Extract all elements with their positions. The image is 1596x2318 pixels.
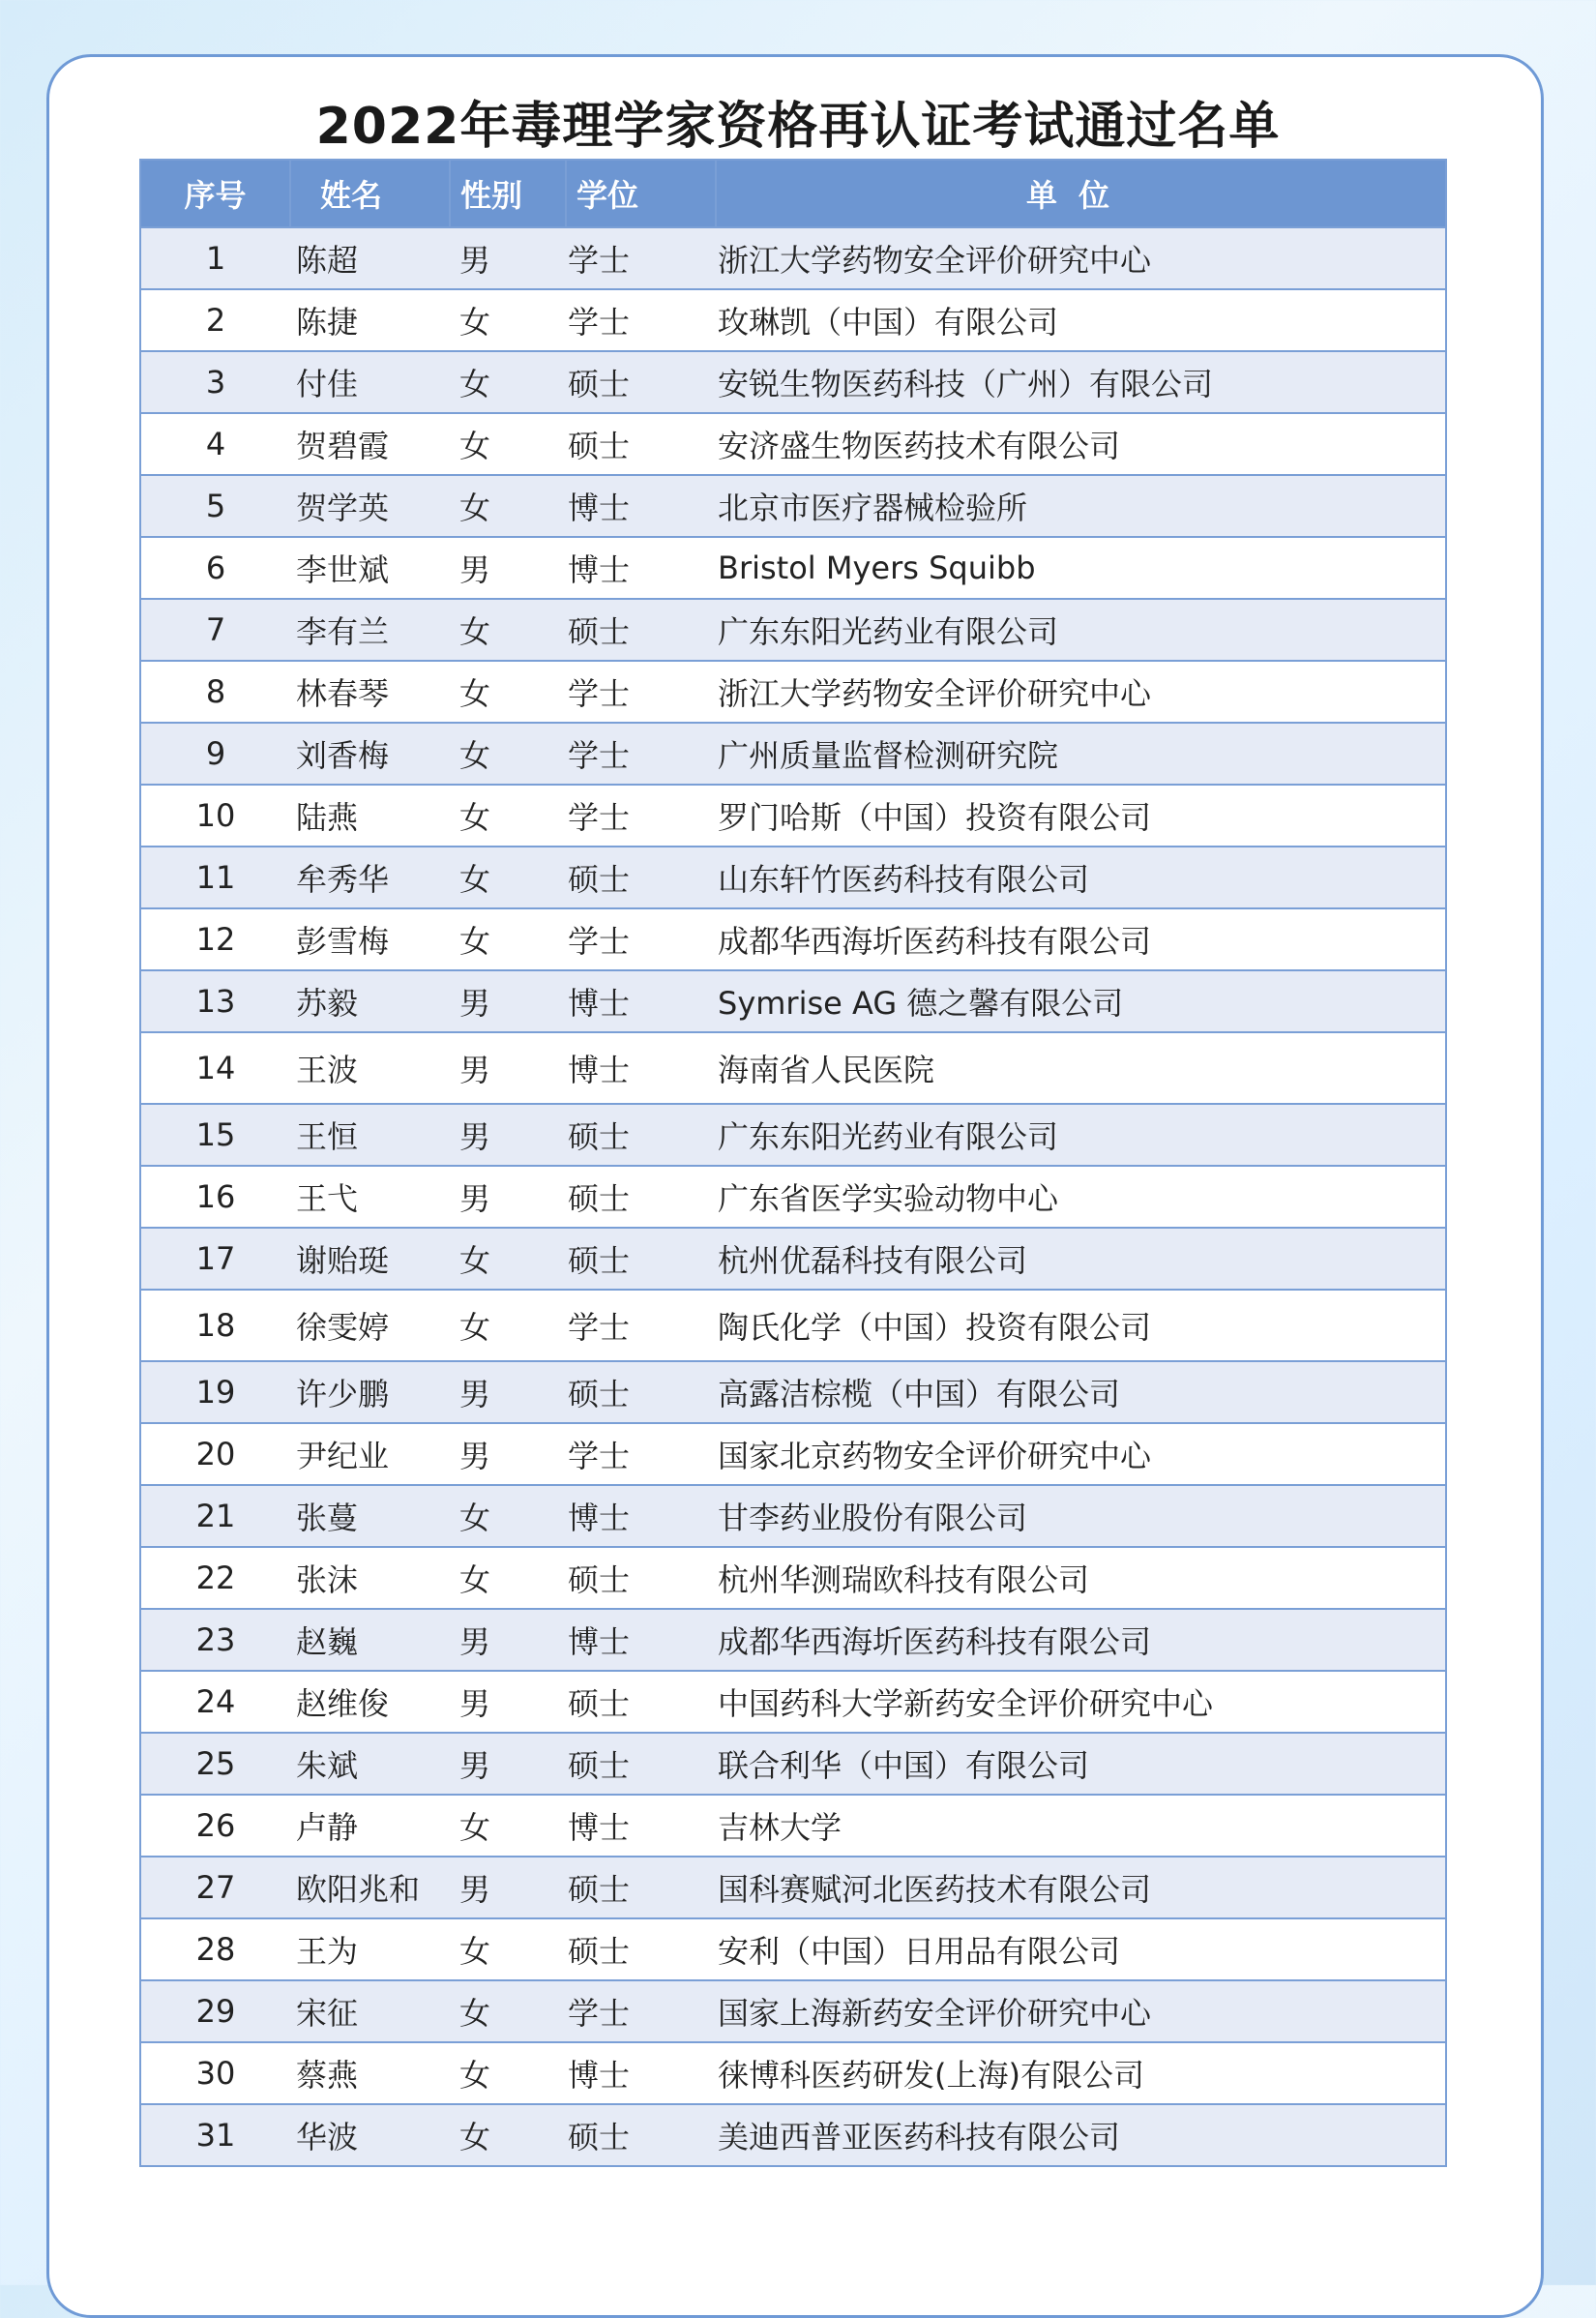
cell-gender: 男 xyxy=(450,1104,566,1166)
table-row xyxy=(140,1547,1446,1609)
cell-name: 谢贻珽 xyxy=(290,1228,450,1290)
cell-no: 23 xyxy=(140,1609,290,1671)
cell-degree: 学士 xyxy=(566,661,716,723)
cell-gender: 女 xyxy=(450,599,566,661)
cell-degree: 硕士 xyxy=(566,1547,716,1609)
cell-no: 9 xyxy=(140,723,290,785)
cell-gender: 男 xyxy=(450,970,566,1032)
cell-unit: 广东东阳光药业有限公司 xyxy=(716,1104,1446,1166)
cell-gender: 男 xyxy=(450,1671,566,1733)
table-row xyxy=(140,289,1446,351)
cell-no: 17 xyxy=(140,1228,290,1290)
cell-unit: Bristol Myers Squibb xyxy=(716,537,1446,599)
cell-name: 苏毅 xyxy=(290,970,450,1032)
cell-unit: 安利（中国）日用品有限公司 xyxy=(716,1918,1446,1980)
cell-unit: 山东轩竹医药科技有限公司 xyxy=(716,847,1446,908)
cell-name: 付佳 xyxy=(290,351,450,413)
cell-gender: 女 xyxy=(450,1918,566,1980)
cell-name: 陈捷 xyxy=(290,289,450,351)
table-row xyxy=(140,227,1446,289)
table-row xyxy=(140,1918,1446,1980)
cell-name: 赵维俊 xyxy=(290,1671,450,1733)
cell-degree: 博士 xyxy=(566,1032,716,1104)
cell-degree: 博士 xyxy=(566,1609,716,1671)
cell-no: 18 xyxy=(140,1290,290,1361)
cell-unit: 成都华西海圻医药科技有限公司 xyxy=(716,908,1446,970)
cell-no: 24 xyxy=(140,1671,290,1733)
cell-name: 欧阳兆和 xyxy=(290,1857,450,1918)
cell-name: 卢静 xyxy=(290,1795,450,1857)
cell-gender: 男 xyxy=(450,1032,566,1104)
cell-degree: 硕士 xyxy=(566,1361,716,1423)
table-row xyxy=(140,2104,1446,2166)
table-row xyxy=(140,661,1446,723)
document-title: 2022年毒理学家资格再认证考试通过名单 xyxy=(315,98,1281,156)
cell-name: 徐雯婷 xyxy=(290,1290,450,1361)
table-row xyxy=(140,723,1446,785)
cell-unit: 罗门哈斯（中国）投资有限公司 xyxy=(716,785,1446,847)
cell-degree: 硕士 xyxy=(566,2104,716,2166)
cell-name: 陆燕 xyxy=(290,785,450,847)
cell-unit: 北京市医疗器械检验所 xyxy=(716,475,1446,537)
cell-gender: 女 xyxy=(450,785,566,847)
cell-no: 14 xyxy=(140,1032,290,1104)
cell-gender: 男 xyxy=(450,1609,566,1671)
pass-list-table xyxy=(139,159,1447,2167)
cell-degree: 博士 xyxy=(566,970,716,1032)
table-row xyxy=(140,1166,1446,1228)
cell-gender: 女 xyxy=(450,661,566,723)
cell-gender: 男 xyxy=(450,1733,566,1795)
table-row xyxy=(140,1733,1446,1795)
cell-unit: 陶氏化学（中国）投资有限公司 xyxy=(716,1290,1446,1361)
table-row xyxy=(140,537,1446,599)
cell-gender: 女 xyxy=(450,289,566,351)
cell-degree: 学士 xyxy=(566,1980,716,2042)
cell-name: 王恒 xyxy=(290,1104,450,1166)
cell-gender: 男 xyxy=(450,537,566,599)
cell-unit: 玫琳凯（中国）有限公司 xyxy=(716,289,1446,351)
cell-gender: 女 xyxy=(450,1485,566,1547)
cell-no: 19 xyxy=(140,1361,290,1423)
cell-name: 王波 xyxy=(290,1032,450,1104)
table-row xyxy=(140,413,1446,475)
cell-no: 3 xyxy=(140,351,290,413)
cell-name: 王为 xyxy=(290,1918,450,1980)
table-row xyxy=(140,2042,1446,2104)
cell-no: 26 xyxy=(140,1795,290,1857)
cell-no: 27 xyxy=(140,1857,290,1918)
cell-unit: 国家上海新药安全评价研究中心 xyxy=(716,1980,1446,2042)
cell-name: 牟秀华 xyxy=(290,847,450,908)
cell-unit: 吉林大学 xyxy=(716,1795,1446,1857)
cell-name: 宋征 xyxy=(290,1980,450,2042)
table-row xyxy=(140,1980,1446,2042)
cell-no: 25 xyxy=(140,1733,290,1795)
cell-gender: 女 xyxy=(450,2104,566,2166)
cell-name: 王弋 xyxy=(290,1166,450,1228)
cell-unit: 中国药科大学新药安全评价研究中心 xyxy=(716,1671,1446,1733)
cell-unit: 浙江大学药物安全评价研究中心 xyxy=(716,661,1446,723)
cell-unit: 浙江大学药物安全评价研究中心 xyxy=(716,227,1446,289)
table-row xyxy=(140,475,1446,537)
cell-degree: 学士 xyxy=(566,289,716,351)
cell-degree: 博士 xyxy=(566,537,716,599)
cell-degree: 博士 xyxy=(566,1485,716,1547)
cell-no: 11 xyxy=(140,847,290,908)
table-row xyxy=(140,1671,1446,1733)
cell-name: 张蔓 xyxy=(290,1485,450,1547)
cell-unit: 广州质量监督检测研究院 xyxy=(716,723,1446,785)
cell-name: 彭雪梅 xyxy=(290,908,450,970)
table-row xyxy=(140,1290,1446,1361)
cell-name: 李有兰 xyxy=(290,599,450,661)
cell-degree: 硕士 xyxy=(566,351,716,413)
cell-gender: 女 xyxy=(450,1547,566,1609)
cell-gender: 女 xyxy=(450,723,566,785)
cell-gender: 女 xyxy=(450,1290,566,1361)
cell-unit: 国家北京药物安全评价研究中心 xyxy=(716,1423,1446,1485)
cell-gender: 男 xyxy=(450,1361,566,1423)
cell-gender: 女 xyxy=(450,1980,566,2042)
cell-name: 刘香梅 xyxy=(290,723,450,785)
cell-unit: 杭州优磊科技有限公司 xyxy=(716,1228,1446,1290)
cell-unit: 联合利华（中国）有限公司 xyxy=(716,1733,1446,1795)
cell-no: 8 xyxy=(140,661,290,723)
cell-name: 尹纪业 xyxy=(290,1423,450,1485)
header-degree: 学位 xyxy=(566,160,716,227)
cell-degree: 学士 xyxy=(566,227,716,289)
table-row xyxy=(140,1857,1446,1918)
cell-degree: 博士 xyxy=(566,2042,716,2104)
cell-gender: 女 xyxy=(450,351,566,413)
cell-no: 2 xyxy=(140,289,290,351)
cell-unit: 国科赛赋河北医药技术有限公司 xyxy=(716,1857,1446,1918)
table-row xyxy=(140,1423,1446,1485)
cell-degree: 学士 xyxy=(566,785,716,847)
cell-no: 6 xyxy=(140,537,290,599)
cell-gender: 男 xyxy=(450,227,566,289)
cell-degree: 博士 xyxy=(566,1795,716,1857)
cell-no: 1 xyxy=(140,227,290,289)
cell-gender: 女 xyxy=(450,1228,566,1290)
cell-gender: 男 xyxy=(450,1423,566,1485)
cell-degree: 学士 xyxy=(566,723,716,785)
table-row xyxy=(140,785,1446,847)
cell-degree: 学士 xyxy=(566,1423,716,1485)
cell-degree: 学士 xyxy=(566,1290,716,1361)
header-no: 序号 xyxy=(140,160,290,227)
cell-gender: 男 xyxy=(450,1166,566,1228)
cell-no: 29 xyxy=(140,1980,290,2042)
table-row xyxy=(140,1795,1446,1857)
cell-name: 林春琴 xyxy=(290,661,450,723)
table-header-row xyxy=(140,160,1446,227)
cell-name: 许少鹏 xyxy=(290,1361,450,1423)
cell-no: 16 xyxy=(140,1166,290,1228)
cell-no: 7 xyxy=(140,599,290,661)
cell-no: 10 xyxy=(140,785,290,847)
cell-unit: 安济盛生物医药技术有限公司 xyxy=(716,413,1446,475)
cell-degree: 硕士 xyxy=(566,1228,716,1290)
table-row xyxy=(140,599,1446,661)
cell-no: 30 xyxy=(140,2042,290,2104)
cell-degree: 硕士 xyxy=(566,1166,716,1228)
table-row xyxy=(140,908,1446,970)
cell-name: 陈超 xyxy=(290,227,450,289)
cell-degree: 硕士 xyxy=(566,413,716,475)
cell-degree: 硕士 xyxy=(566,1857,716,1918)
table-row xyxy=(140,1104,1446,1166)
table-row xyxy=(140,847,1446,908)
cell-unit: 美迪西普亚医药科技有限公司 xyxy=(716,2104,1446,2166)
cell-gender: 女 xyxy=(450,475,566,537)
cell-no: 15 xyxy=(140,1104,290,1166)
cell-degree: 博士 xyxy=(566,475,716,537)
cell-unit: 杭州华测瑞欧科技有限公司 xyxy=(716,1547,1446,1609)
cell-no: 13 xyxy=(140,970,290,1032)
cell-name: 张沫 xyxy=(290,1547,450,1609)
cell-no: 21 xyxy=(140,1485,290,1547)
cell-gender: 女 xyxy=(450,2042,566,2104)
cell-degree: 学士 xyxy=(566,908,716,970)
cell-degree: 硕士 xyxy=(566,1671,716,1733)
cell-no: 20 xyxy=(140,1423,290,1485)
cell-name: 贺碧霞 xyxy=(290,413,450,475)
cell-degree: 硕士 xyxy=(566,1733,716,1795)
cell-gender: 男 xyxy=(450,1857,566,1918)
cell-unit: 高露洁棕榄（中国）有限公司 xyxy=(716,1361,1446,1423)
cell-gender: 女 xyxy=(450,1795,566,1857)
table-row xyxy=(140,1485,1446,1547)
cell-unit: 海南省人民医院 xyxy=(716,1032,1446,1104)
cell-no: 4 xyxy=(140,413,290,475)
cell-degree: 硕士 xyxy=(566,847,716,908)
header-name: 姓名 xyxy=(290,160,450,227)
cell-degree: 硕士 xyxy=(566,599,716,661)
cell-degree: 硕士 xyxy=(566,1104,716,1166)
table-row xyxy=(140,970,1446,1032)
cell-unit: 甘李药业股份有限公司 xyxy=(716,1485,1446,1547)
cell-name: 李世斌 xyxy=(290,537,450,599)
cell-name: 赵巍 xyxy=(290,1609,450,1671)
cell-no: 31 xyxy=(140,2104,290,2166)
cell-no: 5 xyxy=(140,475,290,537)
cell-unit: 广东东阳光药业有限公司 xyxy=(716,599,1446,661)
table-row xyxy=(140,1032,1446,1104)
cell-unit: 广东省医学实验动物中心 xyxy=(716,1166,1446,1228)
cell-no: 28 xyxy=(140,1918,290,1980)
cell-unit: 安锐生物医药科技（广州）有限公司 xyxy=(716,351,1446,413)
header-unit: 单位 xyxy=(716,160,1446,227)
cell-gender: 女 xyxy=(450,847,566,908)
cell-gender: 女 xyxy=(450,413,566,475)
cell-unit: 成都华西海圻医药科技有限公司 xyxy=(716,1609,1446,1671)
cell-no: 12 xyxy=(140,908,290,970)
cell-unit: 徕博科医药研发(上海)有限公司 xyxy=(716,2042,1446,2104)
cell-name: 朱斌 xyxy=(290,1733,450,1795)
header-gender: 性别 xyxy=(450,160,566,227)
table-row xyxy=(140,351,1446,413)
cell-name: 蔡燕 xyxy=(290,2042,450,2104)
cell-gender: 女 xyxy=(450,908,566,970)
table-row xyxy=(140,1228,1446,1290)
cell-name: 贺学英 xyxy=(290,475,450,537)
table-row xyxy=(140,1361,1446,1423)
cell-unit: Symrise AG 德之馨有限公司 xyxy=(716,970,1446,1032)
cell-no: 22 xyxy=(140,1547,290,1609)
cell-name: 华波 xyxy=(290,2104,450,2166)
table-row xyxy=(140,1609,1446,1671)
cell-degree: 硕士 xyxy=(566,1918,716,1980)
